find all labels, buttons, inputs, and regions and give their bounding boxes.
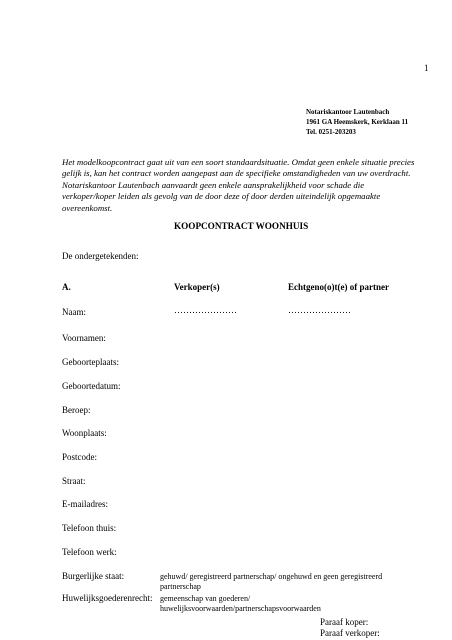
straat-label: Straat: [62, 476, 86, 486]
burgerlijke-staat-label: Burgerlijke staat: [62, 571, 125, 581]
undersigned-label: De ondergetekenden: [62, 251, 139, 261]
naam-seller-field[interactable]: ………………… [174, 305, 237, 315]
telefoon-thuis-label: Telefoon thuis: [62, 523, 117, 533]
huwelijksgoederenrecht-line: gemeenschap van goederen/ [160, 594, 251, 603]
office-phone: Tel. 0251-203203 [306, 128, 356, 136]
telefoon-werk-label: Telefoon werk: [62, 547, 117, 557]
page-number: 1 [424, 63, 429, 73]
disclaimer-line: verkoper/koper leiden als gevolg van de door deze of door derden uiteindelijk opgemaakte [62, 191, 381, 202]
naam-partner-field[interactable]: ………………… [288, 305, 351, 315]
disclaimer-line: gelijk is, kan het contract worden aangepast aan de specifieke omstandigheden van uw overdracht. [62, 168, 411, 179]
woonplaats-label: Woonplaats: [62, 428, 107, 438]
beroep-label: Beroep: [62, 405, 91, 415]
naam-label: Naam: [62, 307, 86, 317]
huwelijksgoederenrecht-label: Huwelijksgoederenrecht: [62, 593, 153, 603]
burgerlijke-staat-line: gehuwd/ geregistreerd partnerschap/ ongehuwd en geen geregistreerd [160, 572, 383, 581]
geboorteplaats-label: Geboorteplaats: [62, 357, 119, 367]
burgerlijke-staat-options [160, 572, 382, 592]
disclaimer-line: Notariskantoor Lautenbach aanvaardt geen enkele aansprakelijkheid voor schade die [62, 179, 365, 190]
notary-office-header [306, 107, 408, 137]
paraaf-verkoper: Paraaf verkoper: [320, 628, 380, 638]
partner-column-header: Echtgeno(o)t(e) of partner [288, 282, 389, 292]
huwelijksgoederenrecht-options [160, 594, 321, 614]
email-label: E-mailadres: [62, 499, 108, 509]
disclaimer-line: overeenkomst. [62, 202, 113, 213]
paraaf-koper: Paraaf koper: [320, 617, 369, 627]
disclaimer-line: Het modelkoopcontract gaat uit van een soort standaardsituatie. Omdat geen enkele situatie precies [62, 157, 415, 167]
burgerlijke-staat-line: partnerschap [160, 582, 201, 591]
seller-column-header: Verkoper(s) [174, 282, 220, 292]
section-letter: A. [62, 282, 71, 292]
office-address: 1961 GA Heemskerk, Kerklaan 11 [306, 118, 409, 126]
office-name: Notariskantoor Lautenbach [306, 108, 390, 116]
document-title: KOOPCONTRACT WOONHUIS [174, 221, 309, 231]
disclaimer-paragraph [62, 157, 414, 214]
huwelijksgoederenrecht-line: huwelijksvoorwaarden/partnerschapsvoorwaarden [160, 604, 321, 613]
voornamen-label: Voornamen: [62, 333, 106, 343]
postcode-label: Postcode: [62, 452, 97, 462]
geboortedatum-label: Geboortedatum: [62, 381, 121, 391]
